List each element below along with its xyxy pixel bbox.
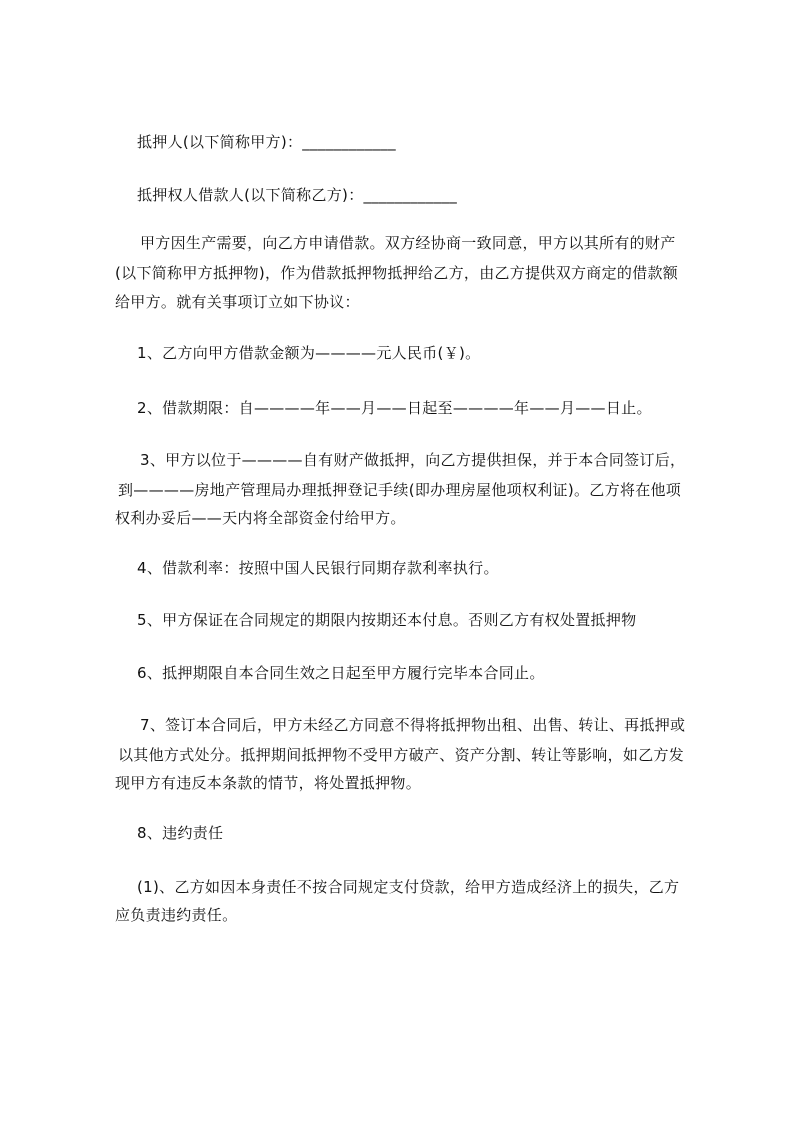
clause-4: 4、借款利率：按照中国人民银行同期存款利率执行。 [137, 559, 499, 577]
clause-3-line: 权利办妥后——天内将全部资金付给甲方。 [115, 509, 406, 527]
clause-7-line: 以其他方式处分。抵押期间抵押物不受甲方破产、资产分割、转让等影响，如乙方发 [118, 746, 685, 764]
clause-7-line: 7、签订本合同后，甲方未经乙方同意不得将抵押物出租、出售、转让、再抵押或 [140, 716, 686, 734]
intro-paragraph-line: 给甲方。就有关事项订立如下协议： [115, 293, 360, 311]
clause-8-1-line: (1)、乙方如因本身责任不按合同规定支付贷款，给甲方造成经济上的损失，乙方 [137, 878, 680, 896]
clause-8-heading: 8、违约责任 [137, 824, 224, 842]
clause-8-1-line: 应负责违约责任。 [115, 906, 238, 924]
intro-paragraph-line: 甲方因生产需要，向乙方申请借款。双方经协商一致同意，甲方以其所有的财产 [140, 234, 676, 252]
clause-1: 1、乙方向甲方借款金额为————元人民币(￥)。 [137, 344, 481, 362]
clause-2: 2、借款期限：自————年——月——日起至————年——月——日止。 [137, 399, 652, 417]
clause-5: 5、甲方保证在合同规定的期限内按期还本付息。否则乙方有权处置抵押物 [137, 611, 637, 629]
clause-6: 6、抵押期限自本合同生效之日起至甲方履行完毕本合同止。 [137, 664, 545, 682]
intro-paragraph-line: (以下简称甲方抵押物)，作为借款抵押物抵押给乙方，由乙方提供双方商定的借款额 [115, 264, 679, 282]
mortgagor-line: 抵押人(以下简称甲方)：____________ [137, 133, 396, 151]
mortgagee-line: 抵押权人借款人(以下简称乙方)：____________ [137, 186, 458, 204]
clause-3-line: 到————房地产管理局办理抵押登记手续(即办理房屋他项权利证)。乙方将在他项 [118, 481, 682, 499]
clause-7-line: 现甲方有违反本条款的情节，将处置抵押物。 [115, 774, 422, 792]
clause-3-line: 3、甲方以位于————自有财产做抵押，向乙方提供担保，并于本合同签订后， [140, 451, 686, 469]
